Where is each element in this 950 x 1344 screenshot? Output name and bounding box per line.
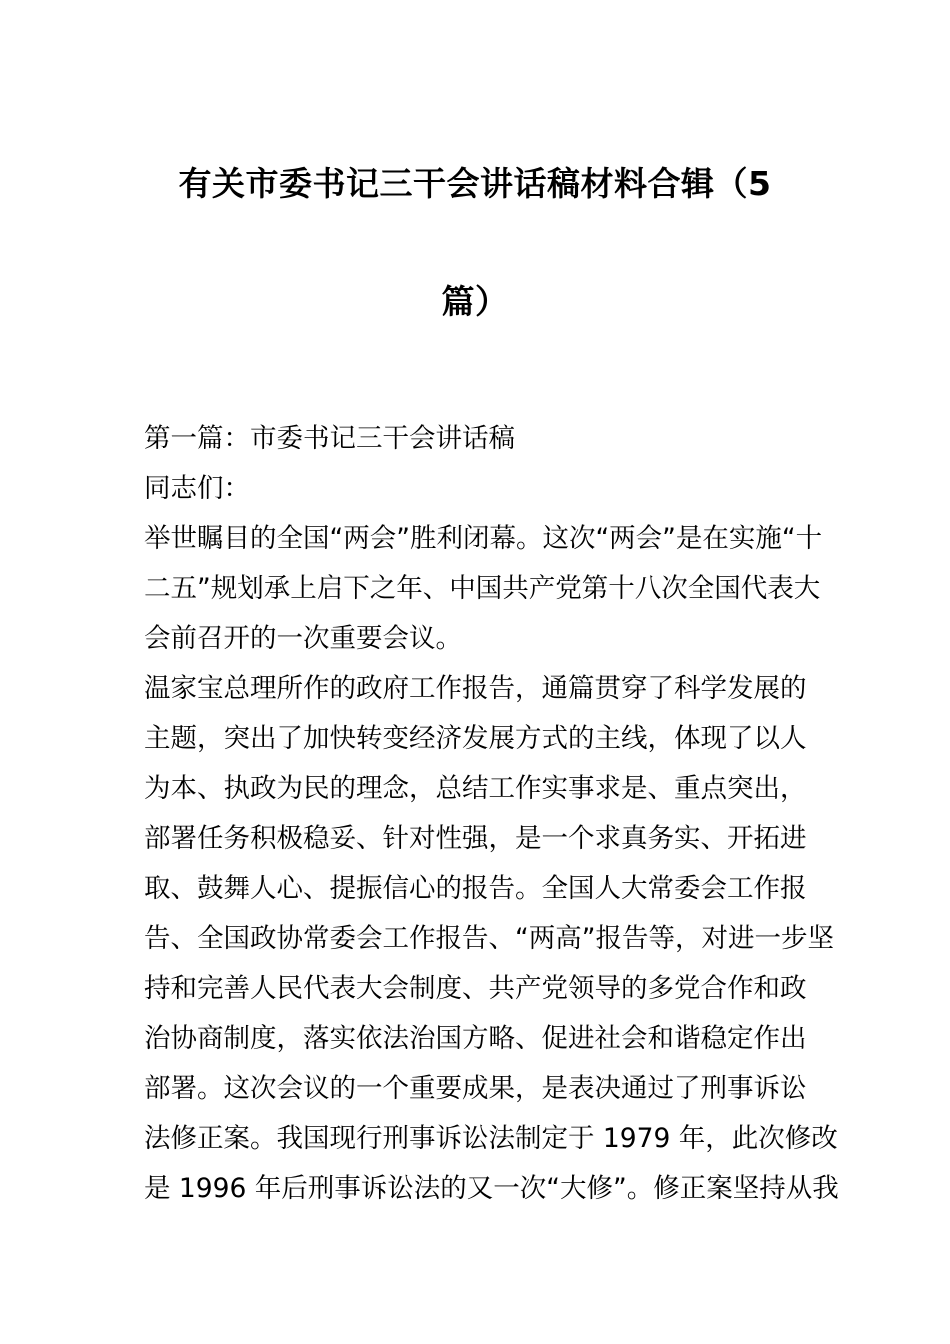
salutation: 同志们：: [144, 473, 250, 504]
paragraph-line: 治协商制度，落实依法治国方略、促进社会和谐稳定作出: [144, 1023, 807, 1054]
document-title-line-2: 篇）: [441, 282, 509, 321]
paragraph-line: 举世瞩目的全国“两会”胜利闭幕。这次“两会”是在实施“十: [144, 523, 823, 554]
paragraph-line: 法修正案。我国现行刑事诉讼法制定于 1979 年，此次修改: [144, 1123, 838, 1154]
paragraph-line: 主题，突出了加快转变经济发展方式的主线，体现了以人: [144, 723, 807, 754]
paragraph-line: 告、全国政协常委会工作报告、“两高”报告等，对进一步坚: [144, 923, 834, 954]
section-heading: 第一篇：市委书记三干会讲话稿: [144, 423, 515, 454]
document-body: [144, 414, 839, 1214]
paragraph-line: 部署。这次会议的一个重要成果，是表决通过了刑事诉讼: [144, 1073, 807, 1104]
paragraph-line: 温家宝总理所作的政府工作报告，通篇贯穿了科学发展的: [144, 673, 807, 704]
paragraph-line: 为本、执政为民的理念，总结工作实事求是、重点突出，: [144, 773, 807, 804]
paragraph-line: 会前召开的一次重要会议。: [144, 623, 462, 654]
paragraph-line: 持和完善人民代表大会制度、共产党领导的多党合作和政: [144, 973, 807, 1004]
paragraph-line: 部署任务积极稳妥、针对性强，是一个求真务实、开拓进: [144, 823, 807, 854]
paragraph-line: 是 1996 年后刑事诉讼法的又一次“大修”。修正案坚持从我: [144, 1173, 839, 1204]
paragraph-line: 二五”规划承上启下之年、中国共产党第十八次全国代表大: [144, 573, 821, 604]
document-title-line-1: 有关市委书记三干会讲话稿材料合辑（5: [178, 164, 772, 203]
paragraph-line: 取、鼓舞人心、提振信心的报告。全国人大常委会工作报: [144, 873, 807, 904]
